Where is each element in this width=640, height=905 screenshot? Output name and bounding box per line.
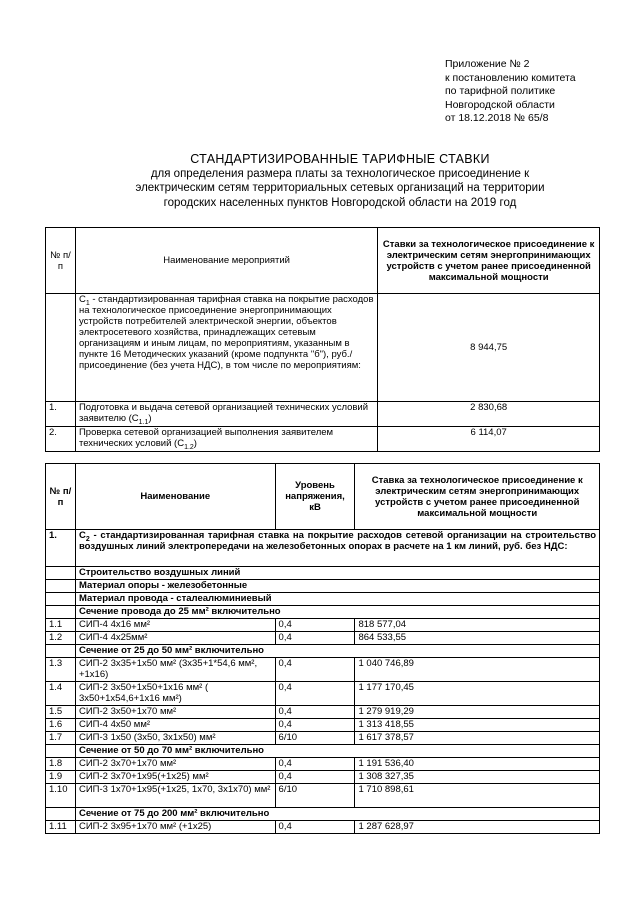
row-number: 1.11 [46, 821, 76, 834]
section-heading: Материал провода - сталеалюминиевый [75, 593, 599, 606]
title-sub-line: электрическим сетям территориальных сетевых организаций на территории [135, 182, 545, 194]
row-number: 1.2 [46, 632, 76, 645]
table-row [46, 658, 600, 682]
row-voltage: 0,4 [275, 719, 355, 732]
row-name: СИП-2 3х50+1х70 мм² [75, 706, 275, 719]
row-voltage: 0,4 [275, 619, 355, 632]
group-heading: Сечение от 75 до 200 мм² включительно [75, 808, 599, 821]
table-row [46, 427, 600, 452]
appendix-line: от 18.12.2018 № 65/8 [445, 112, 549, 124]
column-header-name: Наименование мероприятий [75, 228, 377, 294]
empty-cell [46, 645, 76, 658]
c1-value: 8 944,75 [378, 294, 600, 402]
table-row [46, 719, 600, 732]
row-number: 1.6 [46, 719, 76, 732]
empty-cell [46, 593, 76, 606]
empty-cell [46, 580, 76, 593]
row-number: 1.1 [46, 619, 76, 632]
row-voltage: 0,4 [275, 771, 355, 784]
appendix-line: Новгородской области [445, 98, 555, 111]
row-name: СИП-2 3х70+1х95(+1х25) мм² [75, 771, 275, 784]
document-title [100, 152, 580, 210]
row-voltage: 6/10 [275, 784, 355, 808]
row-number: 1.5 [46, 706, 76, 719]
c1-description: $C_1$ - стандартизированная тарифная ставка на покрытие расходов на технологическое присоединение энергопринимающих устройств потребителей электрической энергии, объектов электросетевого хозяйства, принадлежащих сетевым организациям и иным лицам, по мероприятиям, указанным в пункте 16 Методических указаний (кроме подпункта "б"), руб./присоединение (без учета НДС), в том числе по мероприятиям: [75, 294, 377, 402]
row-voltage: 0,4 [275, 821, 355, 834]
section-heading: Материал опоры - железобетонные [75, 580, 599, 593]
table-row [46, 402, 600, 427]
table-row [46, 771, 600, 784]
c2-number: 1. [46, 530, 76, 567]
row-description: Подготовка и выдача сетевой организацией технических условий заявителю $(C_{1.1})$ [75, 402, 377, 427]
title-sub-line: для определения размера платы за технологическое присоединение к [150, 167, 530, 180]
row-value: 1 040 746,89 [355, 658, 600, 682]
group-heading: Сечение от 50 до 70 мм² включительно [75, 745, 599, 758]
row-name: СИП-4 4х16 мм² [75, 619, 275, 632]
row-value: 2 830,68 [378, 402, 600, 427]
empty-cell [46, 808, 76, 821]
row-name: СИП-4 4х25мм² [75, 632, 275, 645]
row-value: 818 577,04 [355, 619, 600, 632]
row-value: 1 287 628,97 [355, 821, 600, 834]
rates-table-c2 [45, 463, 600, 834]
empty-cell [46, 567, 76, 580]
table-row [46, 784, 600, 808]
row-number: 1.9 [46, 771, 76, 784]
row-value: 1 308 327,35 [355, 771, 600, 784]
row-number: 1.4 [46, 682, 76, 706]
row-name: СИП-2 3х35+1х50 мм² (3х35+1*54,6 мм², +1х16) [75, 658, 275, 682]
empty-cell [46, 745, 76, 758]
row-value: 1 177 170,45 [355, 682, 600, 706]
title-sub-line: городских населенных пунктов Новгородской области на 2019 год [163, 196, 517, 209]
row-value: 864 533,55 [355, 632, 600, 645]
table-row [46, 632, 600, 645]
row-name: СИП-3 1х70+1х95(+1х25, 1х70, 3х1х70) мм² [75, 784, 275, 808]
row-voltage: 0,4 [275, 632, 355, 645]
group-heading: Сечение от 25 до 50 мм² включительно [75, 645, 599, 658]
table-row [46, 732, 600, 745]
row-voltage: 0,4 [275, 682, 355, 706]
appendix-block [445, 58, 576, 126]
table-row [46, 758, 600, 771]
column-header-number: № п/п [46, 464, 76, 530]
row-value: 1 279 919,29 [355, 706, 600, 719]
table-row [46, 821, 600, 834]
row-number: 1.10 [46, 784, 76, 808]
section-heading: Строительство воздушных линий [75, 567, 599, 580]
table-row [46, 682, 600, 706]
row-name: СИП-2 3х70+1х70 мм² [75, 758, 275, 771]
row-number: 1.7 [46, 732, 76, 745]
row-value: 6 114,07 [378, 427, 600, 452]
row-description: Проверка сетевой организацией выполнения заявителем технических условий $(C_{1.2})$ [75, 427, 377, 452]
row-number: 1. [46, 402, 76, 427]
column-header-rate: Ставки за технологическое присоединение к электрическим сетям энергопринимающих устройств с учетом ранее присоединенной максимальной мощности [378, 228, 600, 294]
column-header-rate: Ставка за технологическое присоединение к электрическим сетям энергопринимающих устройств с учетом ранее присоединенной максимальной мощности [355, 464, 600, 530]
row-voltage: 0,4 [275, 758, 355, 771]
c1-number-cell [46, 294, 76, 402]
column-header-number: № п/п [46, 228, 76, 294]
row-value: 1 313 418,55 [355, 719, 600, 732]
empty-cell [46, 606, 76, 619]
row-name: СИП-3 1х50 (3х50, 3х1х50) мм² [75, 732, 275, 745]
row-voltage: 0,4 [275, 658, 355, 682]
row-voltage: 0,4 [275, 706, 355, 719]
row-value: 1 710 898,61 [355, 784, 600, 808]
rates-table-c1 [45, 227, 600, 452]
row-number: 2. [46, 427, 76, 452]
row-value: 1 191 536,40 [355, 758, 600, 771]
title-main: СТАНДАРТИЗИРОВАННЫЕ ТАРИФНЫЕ СТАВКИ [190, 152, 490, 166]
row-value: 1 617 378,57 [355, 732, 600, 745]
row-name: СИП-2 3х50+1х50+1х16 мм² ( 3х50+1х54,6+1х16 мм²) [75, 682, 275, 706]
column-header-name: Наименование [75, 464, 275, 530]
appendix-line: к постановлению комитета [445, 71, 576, 84]
row-name: СИП-2 3х95+1х70 мм² (+1х25) [75, 821, 275, 834]
row-number: 1.8 [46, 758, 76, 771]
table-row [46, 619, 600, 632]
row-number: 1.3 [46, 658, 76, 682]
appendix-line: по тарифной политике [445, 85, 556, 97]
group-heading: Сечение провода до 25 мм² включительно [75, 606, 599, 619]
column-header-voltage: Уровень напряжения, кВ [275, 464, 355, 530]
appendix-line: Приложение № 2 [445, 58, 530, 70]
c2-description: $C_2$ - стандартизированная тарифная ставка на покрытие расходов сетевой организации на строительство воздушных линий электропередачи на железобетонных опорах в расчете на 1 км линий, руб. без НДС: [75, 530, 599, 567]
table-row [46, 706, 600, 719]
row-name: СИП-4 4х50 мм² [75, 719, 275, 732]
row-voltage: 6/10 [275, 732, 355, 745]
